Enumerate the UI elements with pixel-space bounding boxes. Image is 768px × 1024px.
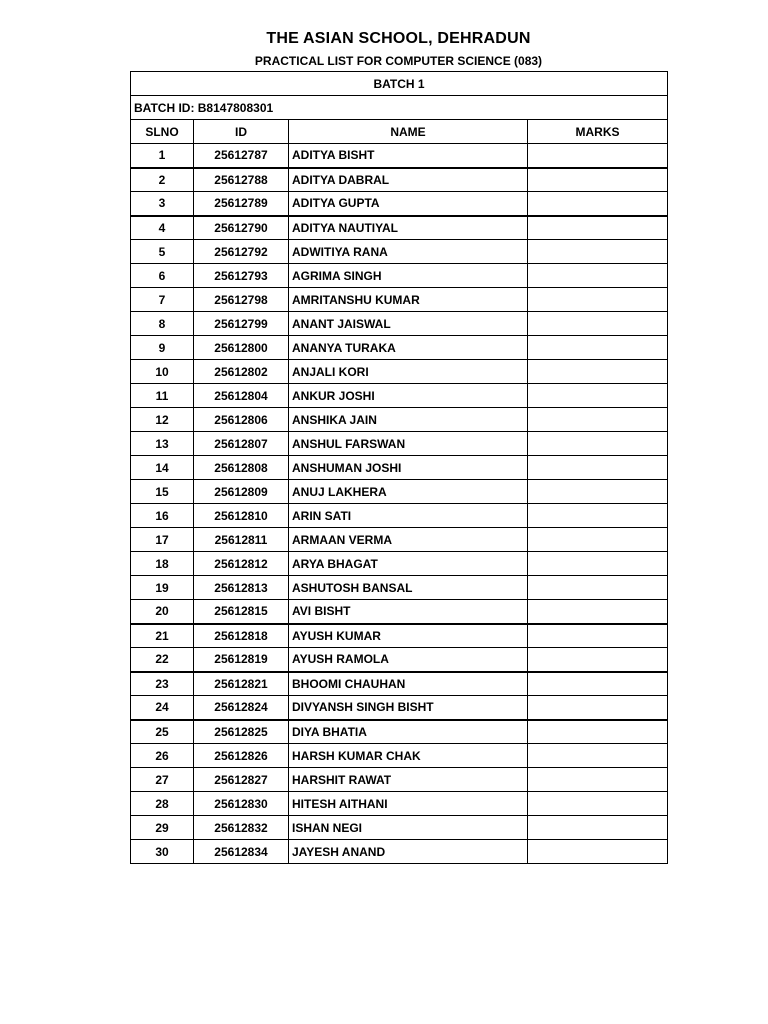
student-name-cell: AMRITANSHU KUMAR	[289, 288, 528, 312]
student-name-cell: JAYESH ANAND	[289, 840, 528, 864]
marks-cell	[528, 384, 668, 408]
school-title: THE ASIAN SCHOOL, DEHRADUN	[266, 30, 531, 47]
table-row	[131, 768, 668, 792]
student-id-cell: 25612807	[194, 432, 289, 456]
student-id-cell: 25612800	[194, 336, 289, 360]
table-row	[131, 600, 668, 624]
student-name-cell: AVI BISHT	[289, 600, 528, 624]
table-row	[131, 672, 668, 696]
student-id-cell: 25612790	[194, 216, 289, 240]
table-row	[131, 168, 668, 192]
student-id-cell: 25612826	[194, 744, 289, 768]
student-name-cell: AGRIMA SINGH	[289, 264, 528, 288]
batch-label: BATCH 1	[131, 72, 668, 96]
student-name-cell: ANJALI KORI	[289, 360, 528, 384]
marks-cell	[528, 504, 668, 528]
student-name-cell: ANUJ LAKHERA	[289, 480, 528, 504]
marks-cell	[528, 672, 668, 696]
student-name-cell: ADWITIYA RANA	[289, 240, 528, 264]
table-row	[131, 456, 668, 480]
marks-cell	[528, 816, 668, 840]
marks-cell	[528, 792, 668, 816]
slno-cell: 19	[131, 576, 194, 600]
marks-cell	[528, 336, 668, 360]
student-name-cell: ANANT JAISWAL	[289, 312, 528, 336]
table-row	[131, 144, 668, 168]
table-row	[131, 576, 668, 600]
student-id-cell: 25612799	[194, 312, 289, 336]
table-row	[131, 504, 668, 528]
marks-cell	[528, 528, 668, 552]
slno-cell: 7	[131, 288, 194, 312]
table-row	[131, 240, 668, 264]
student-id-cell: 25612811	[194, 528, 289, 552]
practical-list-table	[130, 71, 668, 864]
student-id-cell: 25612793	[194, 264, 289, 288]
table-row	[131, 336, 668, 360]
student-id-cell: 25612819	[194, 648, 289, 672]
student-id-cell: 25612808	[194, 456, 289, 480]
student-id-cell: 25612792	[194, 240, 289, 264]
slno-cell: 8	[131, 312, 194, 336]
marks-cell	[528, 456, 668, 480]
table-row	[131, 696, 668, 720]
student-id-cell: 25612834	[194, 840, 289, 864]
student-id-cell: 25612810	[194, 504, 289, 528]
batch-id: BATCH ID: B8147808301	[131, 96, 668, 120]
marks-cell	[528, 264, 668, 288]
marks-cell	[528, 768, 668, 792]
student-id-cell: 25612824	[194, 696, 289, 720]
slno-cell: 26	[131, 744, 194, 768]
marks-cell	[528, 360, 668, 384]
table-row	[131, 552, 668, 576]
student-id-cell: 25612789	[194, 192, 289, 216]
student-name-cell: ANSHUL FARSWAN	[289, 432, 528, 456]
column-header-row	[131, 120, 668, 144]
marks-cell	[528, 288, 668, 312]
student-name-cell: ANKUR JOSHI	[289, 384, 528, 408]
marks-cell	[528, 600, 668, 624]
slno-cell: 10	[131, 360, 194, 384]
student-id-cell: 25612787	[194, 144, 289, 168]
slno-cell: 3	[131, 192, 194, 216]
student-name-cell: ADITYA GUPTA	[289, 192, 528, 216]
marks-cell	[528, 480, 668, 504]
marks-cell	[528, 840, 668, 864]
student-name-cell: ARMAAN VERMA	[289, 528, 528, 552]
student-name-cell: HARSH KUMAR CHAK	[289, 744, 528, 768]
student-id-cell: 25612827	[194, 768, 289, 792]
slno-cell: 14	[131, 456, 194, 480]
student-id-cell: 25612812	[194, 552, 289, 576]
slno-cell: 1	[131, 144, 194, 168]
table-row	[131, 360, 668, 384]
slno-cell: 12	[131, 408, 194, 432]
table-row	[131, 312, 668, 336]
student-id-cell: 25612813	[194, 576, 289, 600]
table-row	[131, 792, 668, 816]
slno-cell: 28	[131, 792, 194, 816]
student-name-cell: AYUSH KUMAR	[289, 624, 528, 648]
slno-cell: 30	[131, 840, 194, 864]
marks-cell	[528, 408, 668, 432]
student-id-cell: 25612825	[194, 720, 289, 744]
marks-cell	[528, 648, 668, 672]
student-name-cell: DIYA BHATIA	[289, 720, 528, 744]
marks-cell	[528, 168, 668, 192]
table-row	[131, 744, 668, 768]
slno-cell: 16	[131, 504, 194, 528]
slno-cell: 20	[131, 600, 194, 624]
marks-cell	[528, 720, 668, 744]
student-name-cell: ANSHIKA JAIN	[289, 408, 528, 432]
marks-cell	[528, 312, 668, 336]
slno-cell: 9	[131, 336, 194, 360]
slno-cell: 18	[131, 552, 194, 576]
student-id-cell: 25612815	[194, 600, 289, 624]
table-row	[131, 264, 668, 288]
student-id-cell: 25612802	[194, 360, 289, 384]
column-header-marks: MARKS	[528, 120, 668, 144]
student-name-cell: ARYA BHAGAT	[289, 552, 528, 576]
student-id-cell: 25612804	[194, 384, 289, 408]
student-name-cell: DIVYANSH SINGH BISHT	[289, 696, 528, 720]
slno-cell: 17	[131, 528, 194, 552]
slno-cell: 23	[131, 672, 194, 696]
slno-cell: 27	[131, 768, 194, 792]
student-id-cell: 25612806	[194, 408, 289, 432]
slno-cell: 2	[131, 168, 194, 192]
marks-cell	[528, 696, 668, 720]
student-id-cell: 25612830	[194, 792, 289, 816]
student-name-cell: ANSHUMAN JOSHI	[289, 456, 528, 480]
table-row	[131, 624, 668, 648]
table-row	[131, 408, 668, 432]
slno-cell: 13	[131, 432, 194, 456]
slno-cell: 24	[131, 696, 194, 720]
column-header-id: ID	[194, 120, 289, 144]
table-row	[131, 192, 668, 216]
table-row	[131, 288, 668, 312]
slno-cell: 21	[131, 624, 194, 648]
student-id-cell: 25612798	[194, 288, 289, 312]
marks-cell	[528, 144, 668, 168]
student-name-cell: ANANYA TURAKA	[289, 336, 528, 360]
slno-cell: 11	[131, 384, 194, 408]
column-header-slno: SLNO	[131, 120, 194, 144]
table-row	[131, 480, 668, 504]
student-id-cell: 25612788	[194, 168, 289, 192]
student-id-cell: 25612809	[194, 480, 289, 504]
table-row	[131, 216, 668, 240]
student-name-cell: ADITYA DABRAL	[289, 168, 528, 192]
table-row	[131, 816, 668, 840]
slno-cell: 5	[131, 240, 194, 264]
table-row	[131, 840, 668, 864]
list-subtitle: PRACTICAL LIST FOR COMPUTER SCIENCE (083)	[254, 54, 543, 68]
student-name-cell: ADITYA BISHT	[289, 144, 528, 168]
student-name-cell: ARIN SATI	[289, 504, 528, 528]
student-id-cell: 25612832	[194, 816, 289, 840]
student-name-cell: ADITYA NAUTIYAL	[289, 216, 528, 240]
slno-cell: 15	[131, 480, 194, 504]
marks-cell	[528, 624, 668, 648]
student-name-cell: HITESH AITHANI	[289, 792, 528, 816]
table-row	[131, 528, 668, 552]
slno-cell: 4	[131, 216, 194, 240]
marks-cell	[528, 576, 668, 600]
marks-cell	[528, 432, 668, 456]
student-name-cell: ASHUTOSH BANSAL	[289, 576, 528, 600]
student-name-cell: AYUSH RAMOLA	[289, 648, 528, 672]
student-name-cell: BHOOMI CHAUHAN	[289, 672, 528, 696]
marks-cell	[528, 192, 668, 216]
table-row	[131, 384, 668, 408]
student-name-cell: HARSHIT RAWAT	[289, 768, 528, 792]
slno-cell: 29	[131, 816, 194, 840]
slno-cell: 25	[131, 720, 194, 744]
table-row	[131, 648, 668, 672]
slno-cell: 6	[131, 264, 194, 288]
marks-cell	[528, 240, 668, 264]
student-rows	[131, 144, 668, 864]
marks-cell	[528, 216, 668, 240]
column-header-name: NAME	[289, 120, 528, 144]
table-row	[131, 720, 668, 744]
student-id-cell: 25612821	[194, 672, 289, 696]
student-name-cell: ISHAN NEGI	[289, 816, 528, 840]
student-id-cell: 25612818	[194, 624, 289, 648]
slno-cell: 22	[131, 648, 194, 672]
marks-cell	[528, 744, 668, 768]
marks-cell	[528, 552, 668, 576]
table-row	[131, 432, 668, 456]
